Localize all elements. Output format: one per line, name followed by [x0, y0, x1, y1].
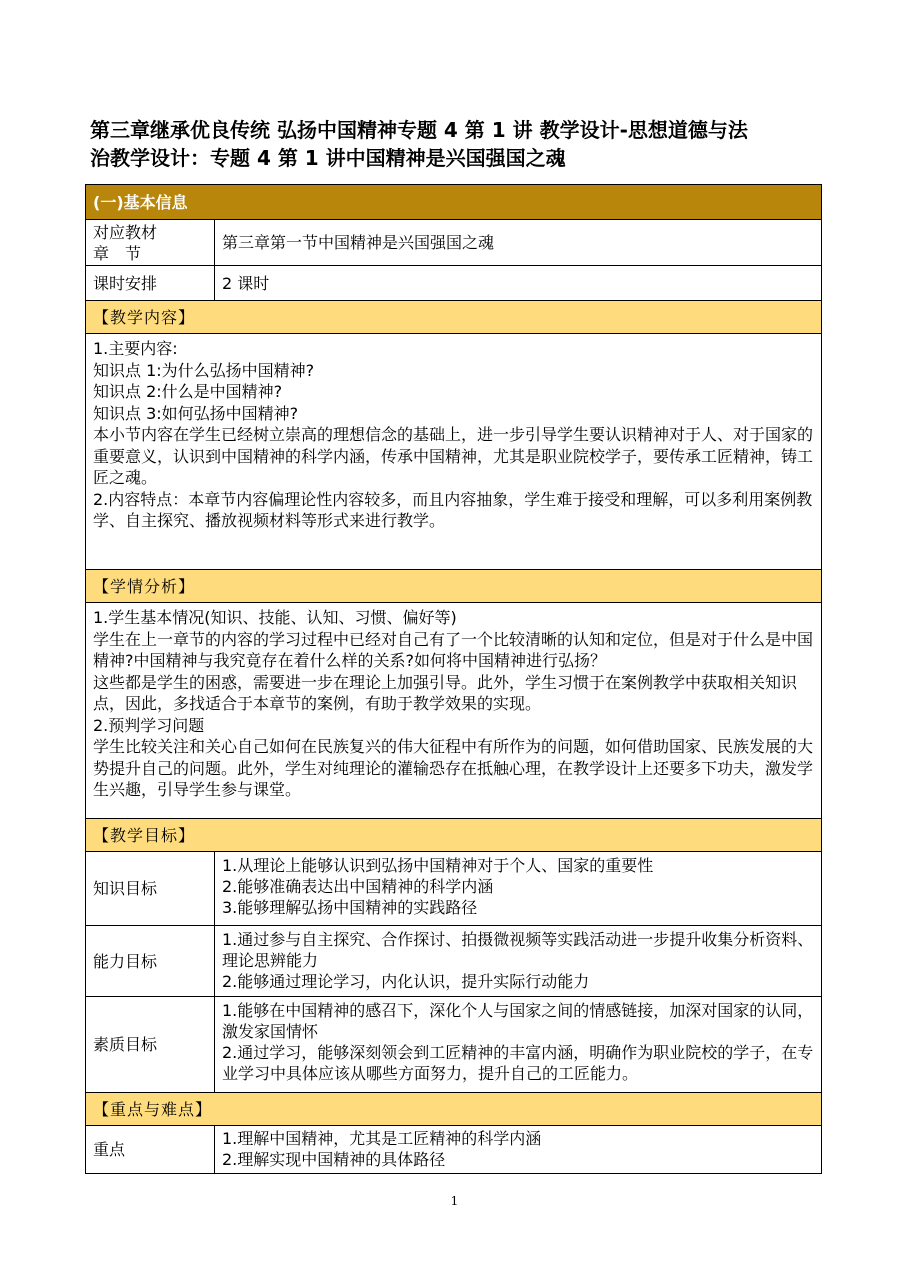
objective-line: 1.通过参与自主探究、合作探讨、拍摄微视频等实践活动进一步提升收集分析资料、理论思辨能力	[222, 930, 814, 970]
quality-objective-body	[215, 997, 822, 1093]
content-body	[86, 334, 822, 570]
title-line-2: 治教学设计：专题 4 第 1 讲中国精神是兴国强国之魂	[90, 146, 566, 170]
focus-line: 2.理解实现中国精神的具体路径	[222, 1150, 446, 1169]
section-header-content: 【教学内容】	[86, 301, 822, 334]
analysis-line: 这些都是学生的困惑，需要进一步在理论上加强引导。此外，学生习惯于在案例教学中获取相关知识点，因此，多找适合于本章节的案例，有助于教学效果的实现。	[93, 672, 798, 713]
section-header-key-points: 【重点与难点】	[86, 1093, 822, 1126]
section-header-analysis: 【学情分析】	[86, 570, 822, 603]
title-line-1: 第三章继承优良传统 弘扬中国精神专题 4 第 1 讲 教学设计-思想道德与法	[90, 118, 748, 142]
document-title	[90, 116, 822, 172]
content-line: 2.内容特点：本章节内容偏理论性内容较多，而且内容抽象，学生难于接受和理解，可以多利用案例教学、自主探究、播放视频材料等形式来进行教学。	[93, 489, 813, 530]
knowledge-objective-label: 知识目标	[86, 852, 215, 926]
content-line: 知识点 2:什么是中国精神?	[93, 382, 283, 401]
content-line: 知识点 3:如何弘扬中国精神?	[93, 403, 299, 423]
hours-value: 2 课时	[215, 266, 822, 301]
focus-line: 1.理解中国精神，尤其是工匠精神的科学内涵	[222, 1129, 542, 1148]
content-line: 本小节内容在学生已经树立崇高的理想信念的基础上，进一步引导学生要认识精神对于人、对于国家的重要意义，认识到中国精神的科学内涵，传承中国精神，尤其是职业院校学子，要传承工匠精神，铸工匠之魂。	[93, 425, 814, 487]
content-line: 1.主要内容:	[93, 339, 178, 358]
analysis-line: 1.学生基本情况(知识、技能、认知、习惯、偏好等)	[93, 608, 457, 627]
lesson-plan-table	[85, 184, 822, 1174]
objective-line: 3.能够理解弘扬中国精神的实践路径	[222, 898, 478, 917]
chapter-label-line-1: 对应教材	[93, 222, 158, 242]
analysis-body	[86, 603, 822, 819]
ability-objective-body	[215, 926, 822, 997]
content-line: 知识点 1:为什么弘扬中国精神?	[93, 360, 315, 380]
focus-body	[215, 1126, 822, 1174]
objective-line: 1.能够在中国精神的感召下，深化个人与国家之间的情感链接，加深对国家的认同，激发家国情怀	[222, 1001, 814, 1041]
chapter-value: 第三章第一节中国精神是兴国强国之魂	[215, 220, 822, 266]
section-header-objectives: 【教学目标】	[86, 819, 822, 852]
section-header-basic-info: (一)基本信息	[86, 185, 822, 220]
focus-label: 重点	[86, 1126, 215, 1174]
objective-line: 1.从理论上能够认识到弘扬中国精神对于个人、国家的重要性	[222, 856, 654, 875]
knowledge-objective-body	[215, 852, 822, 926]
analysis-line: 学生在上一章节的内容的学习过程中已经对自己有了一个比较清晰的认知和定位，但是对于什么是中国精神?中国精神与我究竟存在着什么样的关系?如何将中国精神进行弘扬？	[93, 629, 814, 670]
objective-line: 2.能够准确表达出中国精神的科学内涵	[222, 877, 494, 896]
chapter-label-line-2: 章 节	[93, 243, 142, 263]
chapter-label	[86, 220, 215, 266]
ability-objective-label: 能力目标	[86, 926, 215, 997]
analysis-line: 2.预判学习问题	[93, 715, 205, 735]
objective-line: 2.通过学习，能够深刻领会到工匠精神的丰富内涵，明确作为职业院校的学子，在专业学习中具体应该从哪些方面努力，提升自己的工匠能力。	[222, 1043, 814, 1083]
objective-line: 2.能够通过理论学习，内化认识，提升实际行动能力	[222, 972, 590, 991]
page-number: 1	[450, 1194, 459, 1208]
analysis-line: 学生比较关注和关心自己如何在民族复兴的伟大征程中有所作为的问题，如何借助国家、民族发展的大势提升自己的问题。此外，学生对纯理论的灌输恐存在抵触心理，在教学设计上还要多下功夫，激发学生兴趣，引导学生参与课堂。	[93, 737, 814, 799]
quality-objective-label: 素质目标	[86, 997, 215, 1093]
hours-label: 课时安排	[86, 266, 215, 301]
